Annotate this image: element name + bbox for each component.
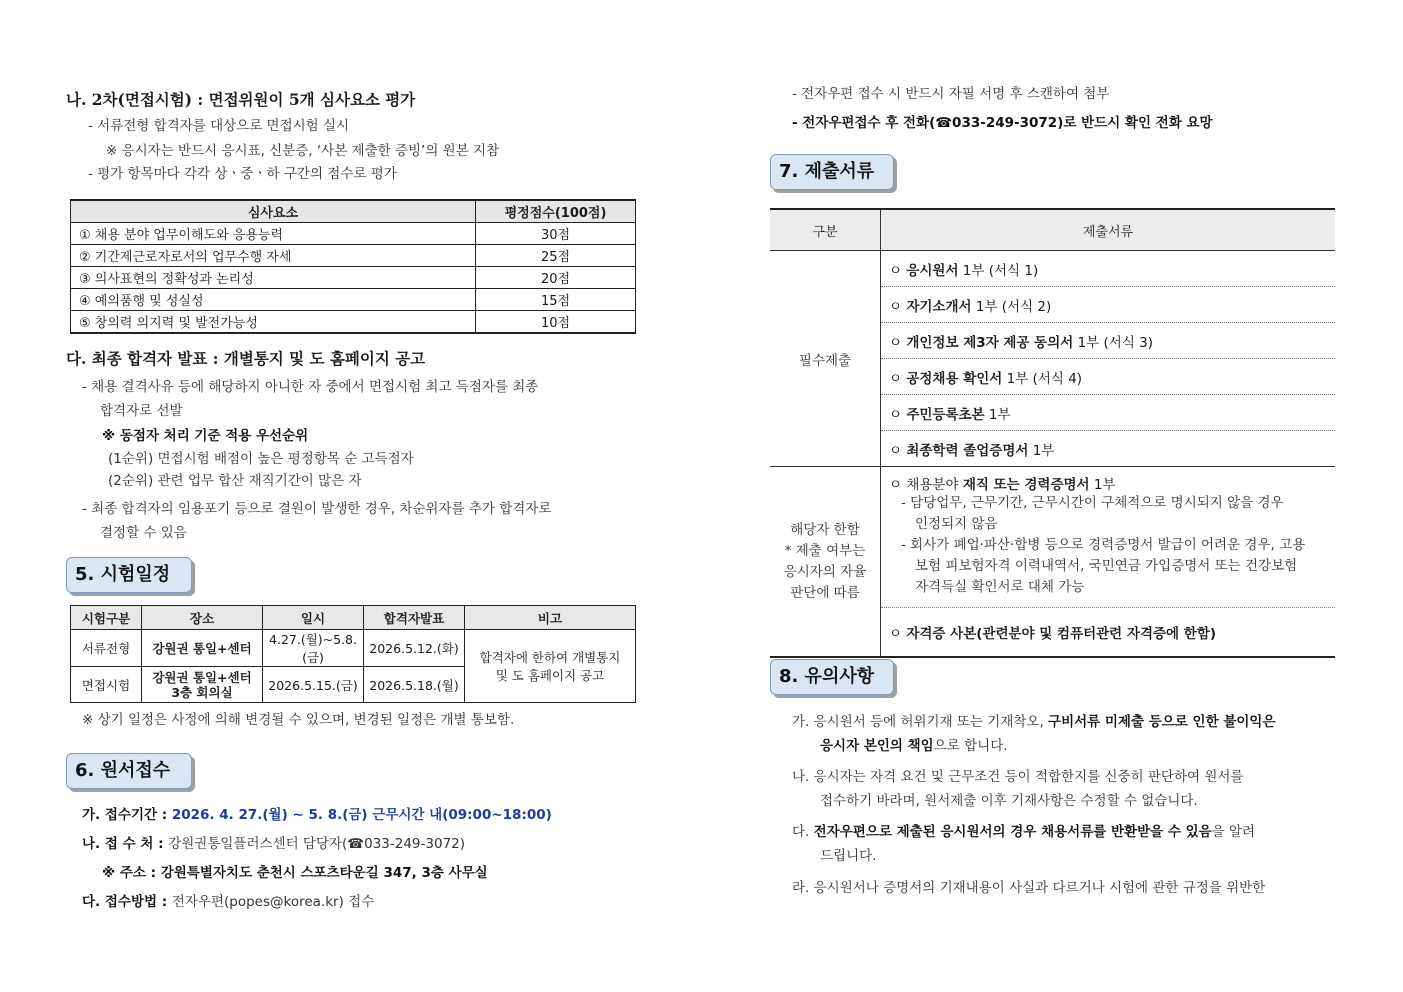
notice-na-b: 접수하기 바라며, 원서제출 이후 기재사항은 수정할 수 없습니다. (820, 793, 1198, 809)
list-item (881, 287, 1336, 323)
na-line-2: ※ 응시자는 반드시 응시표, 신분증, ‘사본 제출한 증빙’의 원본 지참 (106, 143, 500, 159)
doc-detail: 1부 (1089, 477, 1116, 493)
bullet: ㅇ (889, 442, 903, 459)
doc-detail: 1부 (서식 3) (1073, 334, 1154, 351)
career-line (889, 473, 1327, 493)
bullet: ㅇ (889, 262, 903, 279)
table-cell: 2026.5.15.(금) (263, 667, 364, 703)
section-6-title: 6. 원서접수 (66, 753, 192, 789)
doc-name: 자격증 사본(관련분야 및 컴퓨터관련 자격증에 한함) (906, 626, 1217, 642)
table-header: 구분 (770, 209, 881, 251)
table-cell: 20점 (476, 267, 636, 289)
na-line-1: - 서류전형 합격자를 대상으로 면접시험 실시 (88, 118, 350, 134)
method-value: 전자우편(popes@korea.kr) 접수 (171, 894, 375, 910)
table-cell: 4.27.(월)~5.8.(금) (263, 630, 364, 667)
notice-ra: 라. 응시원서나 증명서의 기재내용이 사실과 다르거나 시험에 관한 규정을 위반한 (792, 880, 1266, 896)
table-row (770, 251, 1335, 287)
da-line-1b: 합격자로 선발 (100, 403, 183, 419)
doc-detail: 채용분야 (906, 477, 963, 493)
schedule-note-line: 합격자에 한하여 개별통지 (479, 650, 621, 665)
table-header-row (71, 200, 636, 223)
tie-title: ※ 동점자 처리 기준 적용 우선순위 (102, 428, 309, 444)
doc-detail: 1부 (서식 4) (1002, 370, 1083, 387)
doc-name: 재직 또는 경력증명서 (962, 477, 1090, 493)
table-row (71, 223, 636, 245)
notice-emphasis: 구비서류 미제출 등으로 인한 불이익은 (1048, 714, 1276, 730)
doc-detail: 1부 (984, 406, 1011, 423)
table-cell: 강원권 통일+센터 (142, 630, 263, 667)
schedule-table (70, 605, 636, 703)
list-item (881, 251, 1336, 287)
method-label: 다. 접수방법 : (82, 894, 168, 910)
da-line-1a: - 채용 결격사유 등에 해당하지 아니한 자 중에서 면접시험 최고 득점자를 최종 (82, 379, 539, 395)
table-cell: ④ 예의품행 및 성실성 (71, 289, 476, 311)
table-cell: 2026.5.18.(월) (364, 667, 465, 703)
documents-table (770, 208, 1335, 658)
list-item (881, 359, 1336, 395)
table-cell: ② 기간제근로자로서의 업무수행 자세 (71, 245, 476, 267)
list-item (881, 395, 1336, 431)
table-header-row (770, 209, 1335, 251)
optional-label-line: 응시자의 자율 (783, 563, 867, 580)
tie-rule-1: (1순위) 면접시험 배점이 높은 평정항목 순 고득점자 (108, 451, 414, 467)
optional-label-line: * 제출 여부는 (784, 542, 866, 559)
section-8-title: 8. 유의사항 (770, 659, 894, 695)
notice-emphasis: 응시자 본인의 책임 (820, 738, 934, 754)
table-header: 평정점수(100점) (476, 200, 636, 223)
bullet: ㅇ (889, 370, 903, 387)
doc-detail: 1부 (서식 2) (971, 298, 1052, 315)
place-line: 3층 회의실 (171, 684, 233, 700)
notice-text: 을 알려 (1211, 824, 1256, 840)
career-note-line: 자격득실 확인서로 대체 가능 (915, 579, 1085, 595)
bullet: ㅇ (889, 626, 903, 642)
email-note-1: - 전자우편 접수 시 반드시 자필 서명 후 스캔하여 첨부 (792, 86, 1110, 102)
notice-na-a: 나. 응시자는 자격 요건 및 근무조건 등이 적합한지를 신중히 판단하여 원서를 (792, 769, 1244, 785)
doc-name: 최종학력 졸업증명서 (906, 442, 1029, 459)
notice-da-a (792, 820, 1255, 840)
place-row (82, 832, 465, 852)
bullet: ㅇ (889, 298, 903, 315)
notice-ga-a (792, 710, 1276, 730)
period-row (82, 803, 552, 823)
bullet: ㅇ (889, 477, 903, 493)
table-cell: 25점 (476, 245, 636, 267)
email-note-2: - 전자우편접수 후 전화(☎033-249-3072)로 반드시 확인 전화 요망 (792, 115, 1213, 131)
place-line: 강원권 통일+센터 (152, 669, 252, 685)
section-7-title: 7. 제출서류 (770, 154, 894, 190)
table-cell: ⑤ 창의력 의지력 및 발전가능성 (71, 311, 476, 334)
table-cell: 면접시험 (71, 667, 142, 703)
schedule-note-line: 및 도 홈페이지 공고 (495, 668, 605, 683)
table-cell: 2026.5.12.(화) (364, 630, 465, 667)
schedule-note-cell (465, 630, 636, 703)
tie-rule-2: (2순위) 관련 업무 합산 재직기간이 많은 자 (108, 473, 362, 489)
na-line-3: - 평가 항목마다 각각 상ㆍ중ㆍ하 구간의 점수로 평가 (88, 166, 397, 182)
table-row (71, 630, 636, 667)
table-row (71, 267, 636, 289)
optional-label-line: 해당자 한함 (790, 521, 860, 538)
period-value: 2026. 4. 27.(월) ~ 5. 8.(금) 근무시간 내(09:00~18:00) (171, 807, 552, 823)
table-cell (142, 667, 263, 703)
method-row (82, 890, 374, 910)
notice-text: 으로 합니다. (933, 738, 1008, 754)
table-header-row (71, 606, 636, 630)
list-item (881, 608, 1336, 658)
notice-text: 가. 응시원서 등에 허위기재 또는 기재착오, (792, 714, 1049, 730)
table-cell: ① 채용 분야 업무이해도와 응용능력 (71, 223, 476, 245)
bullet: ㅇ (889, 334, 903, 351)
table-cell: 15점 (476, 289, 636, 311)
notice-da-b: 드립니다. (820, 848, 877, 864)
bullet: ㅇ (889, 406, 903, 423)
place-label: 나. 접 수 처 : (82, 836, 164, 852)
doc-name: 자기소개서 (906, 298, 972, 315)
da-line-2a: - 최종 합격자의 임용포기 등으로 결원이 발생한 경우, 차순위자를 추가 합격자로 (82, 501, 552, 517)
da-line-2b: 결정할 수 있음 (100, 525, 187, 541)
table-cell: 서류전형 (71, 630, 142, 667)
schedule-note: ※ 상기 일정은 사정에 의해 변경될 수 있으며, 변경된 일정은 개별 통보함. (82, 712, 515, 728)
list-item (881, 323, 1336, 359)
doc-name: 공정채용 확인서 (906, 370, 1003, 387)
section-5-title: 5. 시험일정 (66, 557, 192, 593)
list-item (881, 431, 1336, 467)
table-header: 심사요소 (71, 200, 476, 223)
optional-label-line: 판단에 따름 (790, 584, 860, 601)
table-header: 시험구분 (71, 606, 142, 630)
table-cell: ③ 의사표현의 정확성과 논리성 (71, 267, 476, 289)
table-row (71, 289, 636, 311)
notice-emphasis: 전자우편으로 제출된 응시원서의 경우 채용서류를 반환받을 수 있음 (813, 824, 1212, 840)
career-note-line: - 회사가 폐업·파산·합병 등으로 경력증명서 발급이 어려운 경우, 고용 (901, 537, 1306, 553)
section-da-heading: 다. 최종 합격자 발표 : 개별통지 및 도 홈페이지 공고 (66, 349, 426, 368)
table-cell: 10점 (476, 311, 636, 334)
list-item (881, 467, 1336, 608)
table-row (71, 245, 636, 267)
doc-name: 주민등록초본 (906, 406, 985, 423)
place-value: 강원권통일플러스센터 담당자(☎033-249-3072) (168, 836, 466, 852)
doc-name: 응시원서 (906, 262, 959, 279)
table-header: 비고 (465, 606, 636, 630)
career-note-line: 인정되지 않음 (915, 516, 998, 532)
table-header: 일시 (263, 606, 364, 630)
table-header: 장소 (142, 606, 263, 630)
table-row (770, 467, 1335, 608)
address-line: ※ 주소 : 강원특별자치도 춘천시 스포츠타운길 347, 3층 사무실 (102, 865, 488, 881)
table-header: 합격자발표 (364, 606, 465, 630)
evaluation-table (70, 199, 636, 334)
period-label: 가. 접수기간 : (82, 807, 168, 823)
optional-category (770, 467, 881, 658)
table-header: 제출서류 (881, 209, 1336, 251)
notice-text: 다. (792, 824, 814, 840)
section-na-heading: 나. 2차(면접시험) : 면접위원이 5개 심사요소 평가 (66, 90, 416, 109)
doc-name: 개인정보 제3자 제공 동의서 (906, 334, 1074, 351)
notice-ga-b (820, 734, 1008, 754)
required-category: 필수제출 (770, 251, 881, 467)
career-note-line: 보험 피보험자격 이력내역서, 국민연금 가입증명서 또는 건강보험 (915, 558, 1298, 574)
doc-detail: 1부 (1028, 442, 1055, 459)
table-cell: 30점 (476, 223, 636, 245)
table-row (71, 311, 636, 334)
career-note-line: - 담당업무, 근무기간, 근무시간이 구체적으로 명시되지 않을 경우 (901, 495, 1284, 511)
doc-detail: 1부 (서식 1) (958, 262, 1039, 279)
